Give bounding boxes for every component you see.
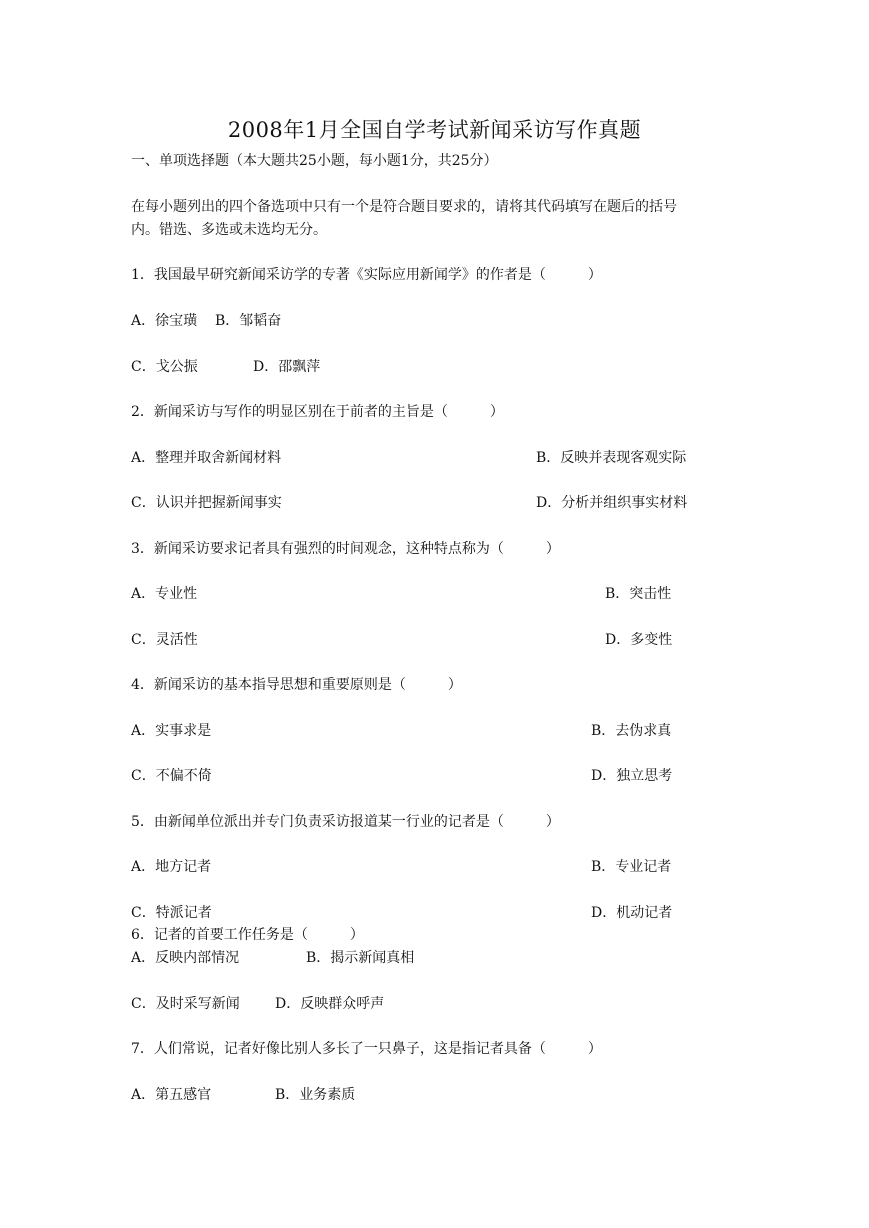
- question-6-option-d: D．反映群众呼声: [275, 996, 385, 1012]
- question-7-option-b: B．业务素质: [275, 1087, 356, 1103]
- question-2-stem: 2．新闻采访与写作的明显区别在于前者的主旨是（ ）: [131, 404, 504, 420]
- question-1-option-c: C．戈公振: [131, 359, 198, 375]
- question-2-option-a: A．整理并取舍新闻材料: [131, 450, 282, 466]
- question-7-stem: 7．人们常说，记者好像比别人多长了一只鼻子，这是指记者具备（ ）: [131, 1041, 602, 1057]
- question-6-option-a: A．反映内部情况: [131, 950, 240, 966]
- question-2-option-d: D．分析并组织事实材料: [536, 495, 688, 511]
- instructions-line-2: 内。错选、多选或未选均无分。: [131, 222, 327, 238]
- question-2-option-c: C．认识并把握新闻事实: [131, 495, 282, 511]
- question-1-option-b: B．邹韬奋: [215, 313, 282, 329]
- question-5-option-b: B．专业记者: [591, 859, 672, 875]
- question-4-stem: 4．新闻采访的基本指导思想和重要原则是（ ）: [131, 677, 462, 693]
- question-1-option-d: D．邵飘萍: [253, 359, 321, 375]
- question-3-option-b: B．突击性: [605, 586, 672, 602]
- question-3-stem: 3．新闻采访要求记者具有强烈的时间观念，这种特点称为（ ）: [131, 541, 560, 557]
- question-4-option-b: B．去伪求真: [591, 723, 672, 739]
- question-3-option-c: C．灵活性: [131, 632, 198, 648]
- instructions-line-1: 在每小题列出的四个备选项中只有一个是符合题目要求的，请将其代码填写在题后的括号: [131, 199, 677, 215]
- question-1-stem: 1．我国最早研究新闻采访学的专著《实际应用新闻学》的作者是（ ）: [131, 267, 602, 283]
- question-5-stem: 5．由新闻单位派出并专门负责采访报道某一行业的记者是（ ）: [131, 814, 560, 830]
- question-6-option-b: B．揭示新闻真相: [306, 950, 415, 966]
- page-title: 2008年1月全国自学考试新闻采访写作真题: [227, 118, 642, 142]
- question-4-option-d: D．独立思考: [591, 768, 673, 784]
- question-6-option-c: C．及时采写新闻: [131, 996, 240, 1012]
- question-7-option-a: A．第五感官: [131, 1087, 212, 1103]
- question-3-option-d: D．多变性: [605, 632, 673, 648]
- section-heading: 一、单项选择题（本大题共25小题，每小题1分，共25分）: [131, 153, 498, 169]
- question-2-option-b: B．反映并表现客观实际: [536, 450, 687, 466]
- question-4-option-a: A．实事求是: [131, 723, 212, 739]
- question-6-stem: 6．记者的首要工作任务是（ ）: [131, 927, 364, 943]
- question-1-option-a: A．徐宝璜: [131, 313, 198, 329]
- question-4-option-c: C．不偏不倚: [131, 768, 212, 784]
- question-5-option-a: A．地方记者: [131, 859, 212, 875]
- question-5-option-d: D．机动记者: [591, 905, 673, 921]
- question-5-option-c: C．特派记者: [131, 905, 212, 921]
- question-3-option-a: A．专业性: [131, 586, 198, 602]
